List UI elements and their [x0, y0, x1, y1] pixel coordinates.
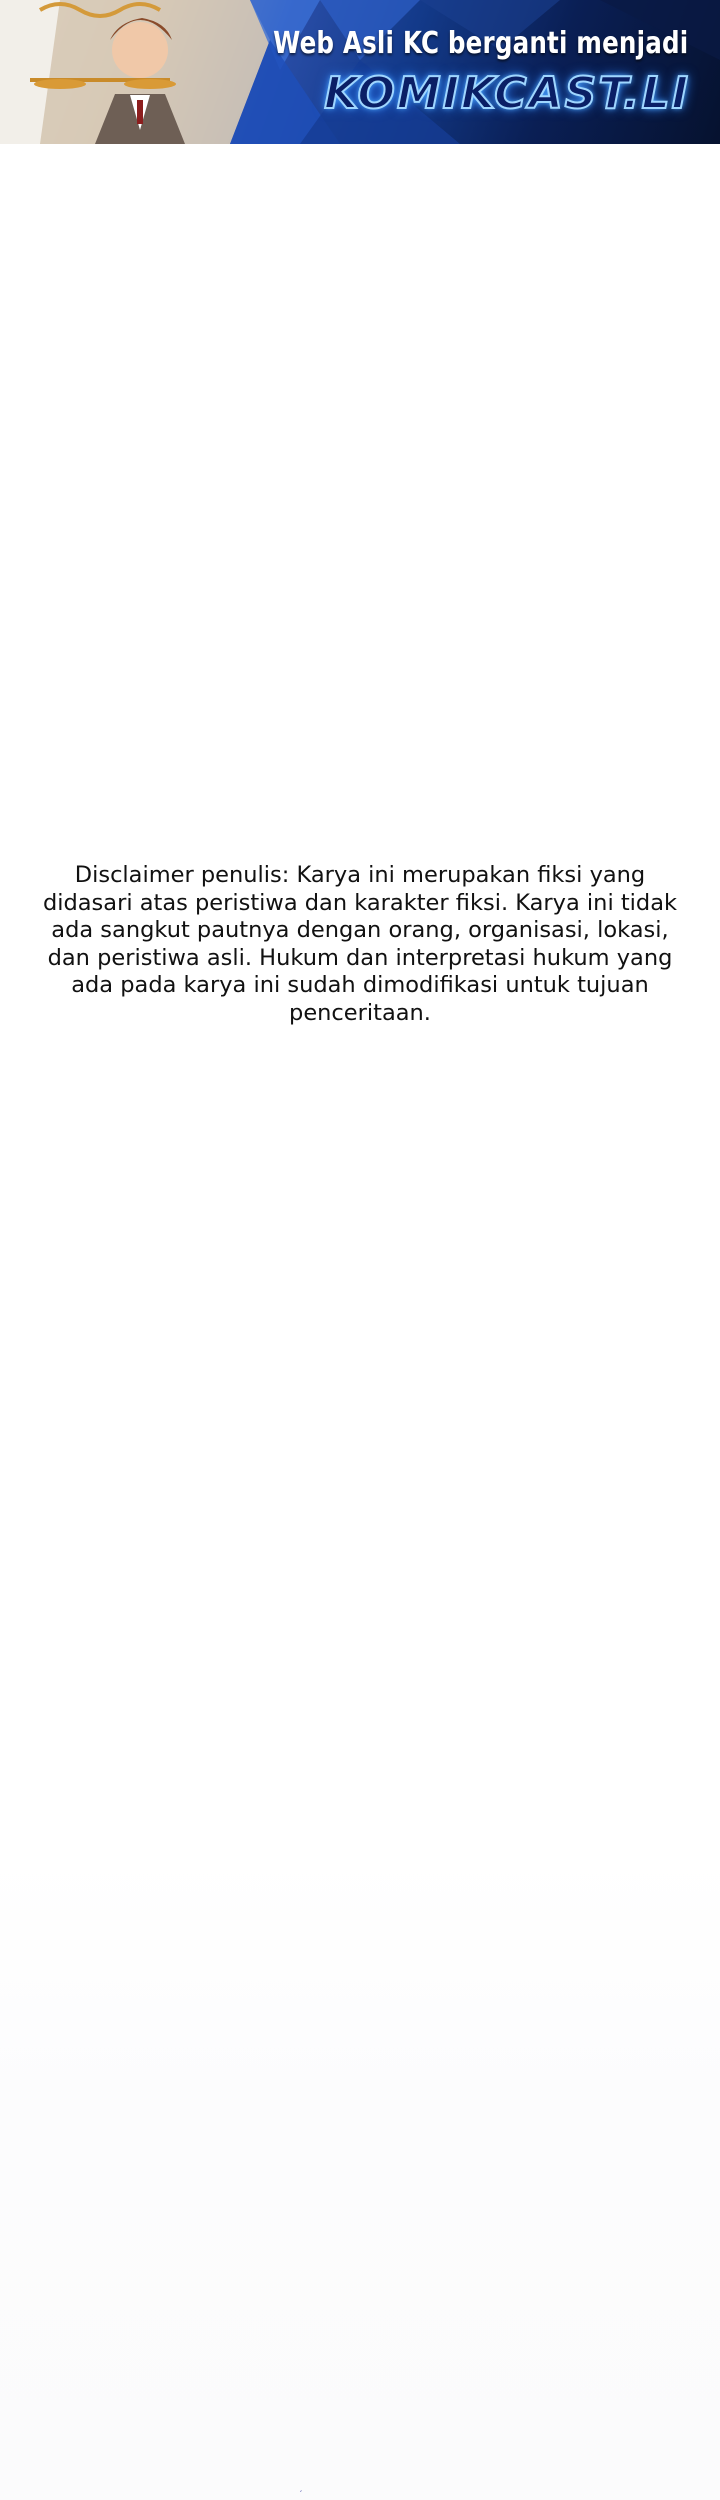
- page-background-fade: [0, 1850, 720, 2500]
- disclaimer-text: Disclaimer penulis: Karya ini merupakan fiksi yang didasari atas peristiwa dan karakter fiksi. Karya ini tidak ada sangkut pautnya dengan orang, organisasi, lokasi, dan peristiwa asli. Hukum dan interpretasi hukum yang ada pada karya ini sudah dimodifikasi untuk tujuan penceritaan.: [42, 862, 678, 1026]
- banner-logo-text: KOMIKCAST.LI: [324, 68, 690, 119]
- decorative-mark: ′: [300, 2490, 303, 2500]
- banner-headline: Web Asli KC berganti menjadi: [272, 26, 688, 61]
- banner-ad[interactable]: [0, 0, 720, 144]
